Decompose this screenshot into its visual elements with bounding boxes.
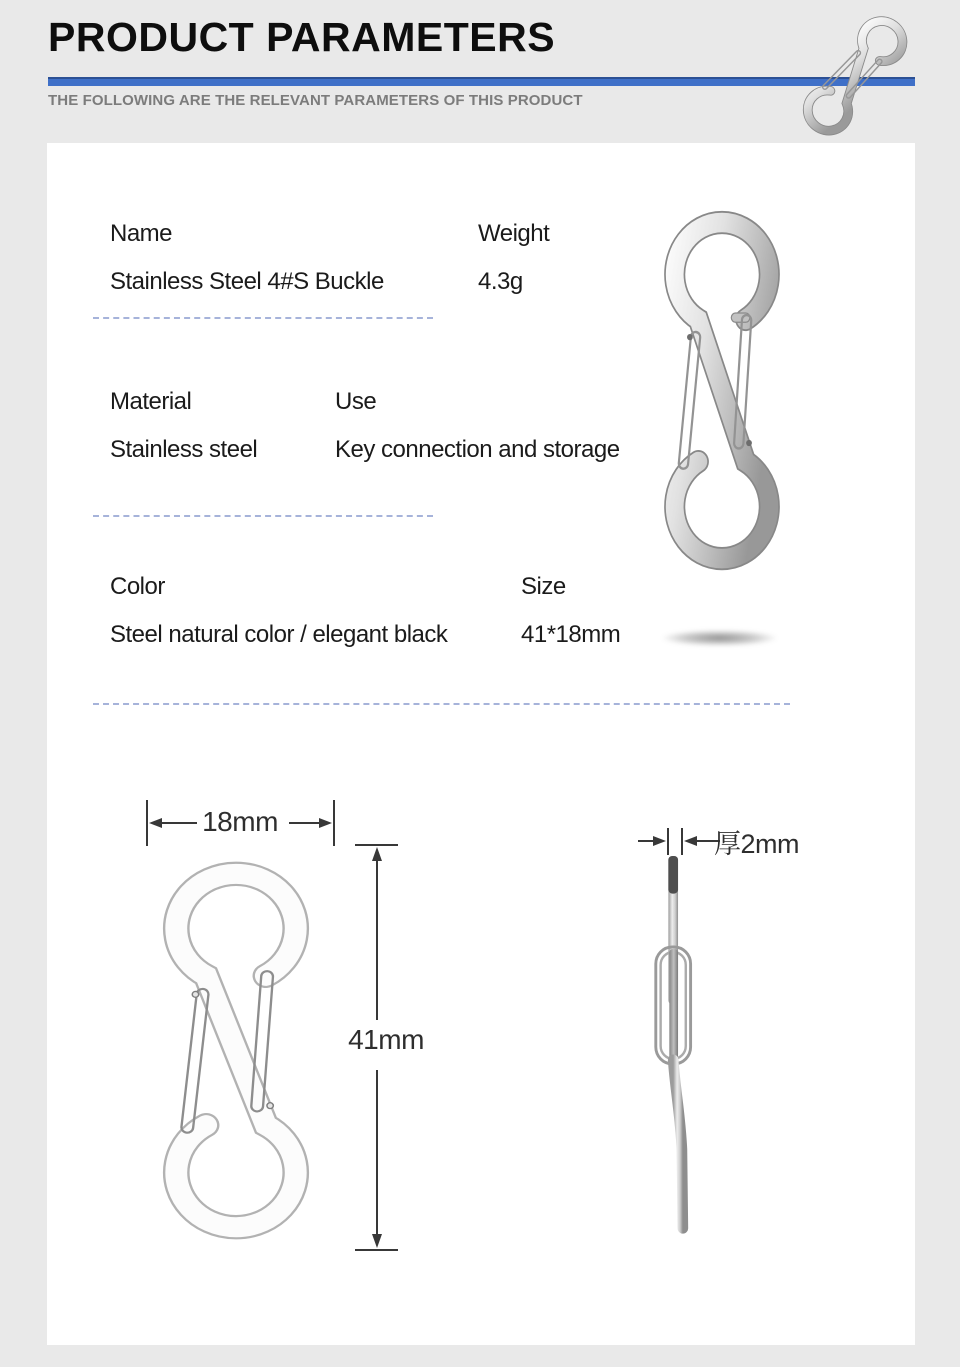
product-shadow — [662, 630, 777, 646]
thickness-dimension-label: 厚2mm — [714, 829, 799, 859]
divider-dashed-3 — [93, 703, 790, 705]
weight-value: 4.3g — [478, 268, 523, 295]
use-label: Use — [335, 388, 377, 415]
parameters-card — [47, 143, 915, 1345]
name-value: Stainless Steel 4#S Buckle — [110, 268, 384, 295]
s-carabiner-photo — [646, 196, 798, 586]
divider-dashed-2 — [93, 515, 433, 517]
width-dimension-label: 18mm — [202, 806, 278, 837]
divider-dashed-1 — [93, 317, 433, 319]
dimension-annotations — [90, 790, 790, 1270]
height-dimension-label: 41mm — [343, 1022, 429, 1058]
carabiner-icon — [822, 2, 888, 150]
weight-label: Weight — [478, 220, 550, 247]
color-label: Color — [110, 573, 165, 600]
product-photo — [646, 196, 798, 586]
page-title: PRODUCT PARAMETERS — [48, 14, 556, 60]
color-value: Steel natural color / elegant black — [110, 621, 448, 648]
size-value: 41*18mm — [521, 621, 621, 648]
use-value: Key connection and storage — [335, 436, 620, 463]
accent-divider-bar — [48, 77, 915, 86]
material-label: Material — [110, 388, 192, 415]
size-label: Size — [521, 573, 566, 600]
material-value: Stainless steel — [110, 436, 258, 463]
page-subtitle: THE FOLLOWING ARE THE RELEVANT PARAMETERS OF THIS PRODUCT — [48, 92, 583, 109]
name-label: Name — [110, 220, 173, 247]
